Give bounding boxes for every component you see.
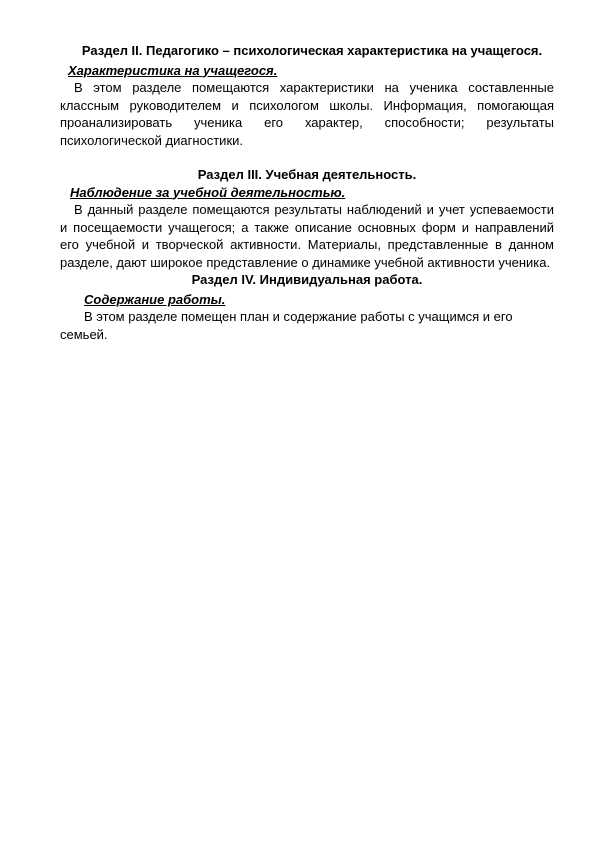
section-4-title: Раздел IV. Индивидуальная работа. — [191, 272, 423, 287]
section-3-subtitle: Наблюдение за учебной деятельностью. — [70, 184, 346, 200]
section-3-paragraph: В данный разделе помещаются результаты наблюдений и учет успеваемости и посещаемости учащегося; а также описание основных форм и направлений его учебной и творческой активности. Материалы, представленные в данном разделе, дают широкое представление о динамике учебной активности ученика. — [60, 202, 554, 270]
section-4-subtitle: Содержание работы. — [84, 291, 226, 307]
section-3-title: Раздел III. Учебная деятельность. — [197, 167, 417, 182]
section-2-title: Раздел II. Педагогико – психологическая характеристика на учащегося. — [81, 43, 543, 58]
document-content — [60, 42, 554, 343]
section-4-paragraph: В этом разделе помещен план и содержание работы с учащимся и его семьей. — [60, 309, 513, 342]
section-2-subtitle: Характеристика на учащегося. — [68, 62, 278, 78]
section-2-paragraph: В этом разделе помещаются характеристики на ученика составленные классным руководителем и психологом школы. Информация, помогающая проанализировать ученика его характер, способности; результаты психологической диагностики. — [60, 80, 554, 148]
